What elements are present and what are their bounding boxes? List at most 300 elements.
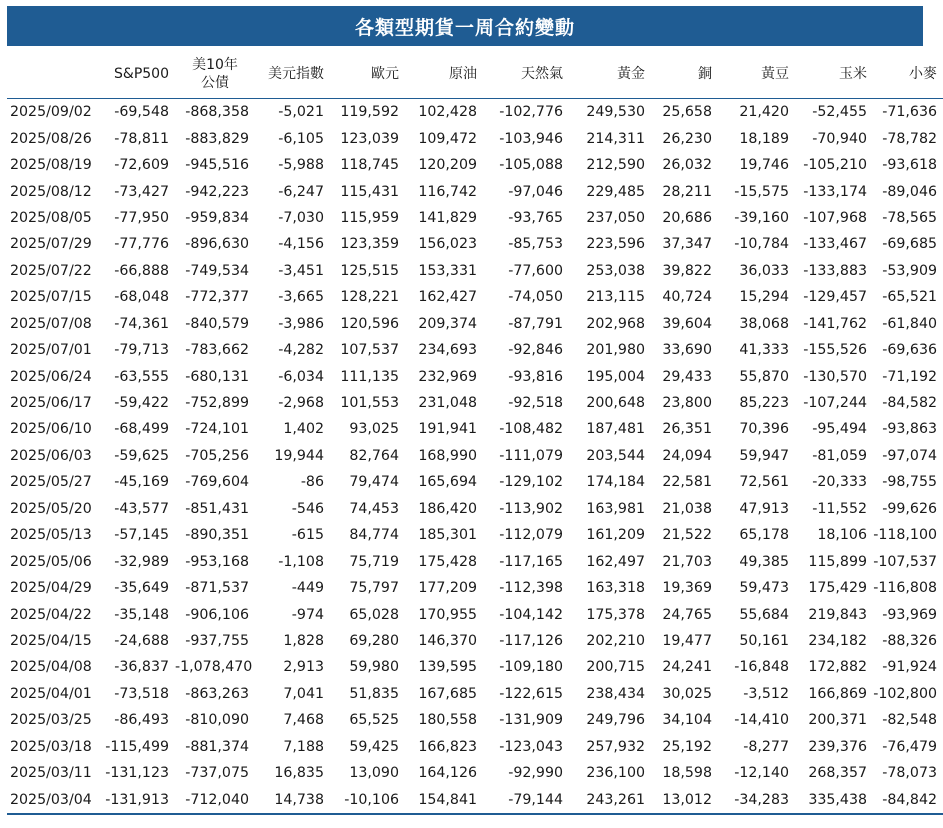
table-cell: 7,041 <box>283 685 324 702</box>
table-cell: 186,420 <box>418 500 477 517</box>
table-cell: -102,776 <box>499 104 563 121</box>
table-cell: 25,658 <box>662 104 712 121</box>
table-cell: -5,988 <box>278 157 324 174</box>
table-cell: 109,472 <box>418 130 477 147</box>
table-title: 各類型期貨一周合約變動 <box>7 6 923 46</box>
table-cell: -945,516 <box>185 157 249 174</box>
table-cell: -78,782 <box>882 130 937 147</box>
column-header: 天然氣 <box>483 50 569 99</box>
table-cell: -129,457 <box>803 289 867 306</box>
table-cell: -68,499 <box>114 421 169 438</box>
table-cell: -123,043 <box>499 738 563 755</box>
table-cell: 111,135 <box>340 368 399 385</box>
table-cell: 19,944 <box>274 447 324 464</box>
table-cell: 163,318 <box>586 580 645 597</box>
table-cell: 172,882 <box>808 659 867 676</box>
table-cell: -52,455 <box>812 104 867 121</box>
table-cell: 30,025 <box>662 685 712 702</box>
row-date: 2025/04/15 <box>10 632 92 649</box>
table-cell: 25,192 <box>662 738 712 755</box>
row-date: 2025/09/02 <box>10 104 92 121</box>
table-cell: 75,719 <box>349 553 399 570</box>
table-cell: -86,493 <box>114 712 169 729</box>
table-cell: 24,765 <box>662 606 712 623</box>
table-cell: -122,615 <box>499 685 563 702</box>
table-cell: -65,521 <box>882 289 937 306</box>
table-cell: 23,800 <box>662 395 712 412</box>
table-cell: -88,326 <box>882 632 937 649</box>
table-cell: -59,625 <box>114 447 169 464</box>
table-cell: 175,378 <box>586 606 645 623</box>
table-row <box>7 760 943 786</box>
table-cell: 55,684 <box>739 606 789 623</box>
table-row <box>7 390 943 416</box>
row-date: 2025/04/08 <box>10 659 92 676</box>
table-cell: -93,618 <box>882 157 937 174</box>
row-date: 2025/08/05 <box>10 209 92 226</box>
table-cell: 203,544 <box>586 447 645 464</box>
table-cell: -890,351 <box>185 527 249 544</box>
table-cell: 166,869 <box>808 685 867 702</box>
table-cell: 59,425 <box>349 738 399 755</box>
table-cell: -63,555 <box>114 368 169 385</box>
table-cell: -78,565 <box>882 209 937 226</box>
table-cell: 26,230 <box>662 130 712 147</box>
table-cell: -77,950 <box>114 209 169 226</box>
table-cell: 238,434 <box>586 685 645 702</box>
table-row <box>7 178 943 204</box>
table-cell: 84,774 <box>349 527 399 544</box>
table-cell: -133,883 <box>803 262 867 279</box>
table-cell: 34,104 <box>662 712 712 729</box>
table-cell: 51,835 <box>349 685 399 702</box>
table-cell: -59,422 <box>114 395 169 412</box>
table-cell: -103,946 <box>499 130 563 147</box>
table-cell: -7,030 <box>278 209 324 226</box>
table-cell: 82,764 <box>349 447 399 464</box>
table-cell: -66,888 <box>114 262 169 279</box>
table-cell: -11,552 <box>812 500 867 517</box>
table-cell: -115,499 <box>105 738 169 755</box>
table-cell: 234,182 <box>808 632 867 649</box>
table-cell: 47,913 <box>739 500 789 517</box>
table-cell: 168,990 <box>418 447 477 464</box>
table-cell: -953,168 <box>185 553 249 570</box>
table-cell: 69,280 <box>349 632 399 649</box>
table-cell: 257,932 <box>586 738 645 755</box>
table-cell: -133,467 <box>803 236 867 253</box>
table-row <box>7 125 943 151</box>
table-cell: -78,811 <box>114 130 169 147</box>
table-cell: -104,142 <box>499 606 563 623</box>
row-date: 2025/08/26 <box>10 130 92 147</box>
table-cell: 219,843 <box>808 606 867 623</box>
futures-contract-table <box>7 50 943 815</box>
column-header: 玉米 <box>795 50 873 99</box>
table-cell: -3,986 <box>278 315 324 332</box>
table-cell: -130,570 <box>803 368 867 385</box>
table-cell: -14,410 <box>734 712 789 729</box>
table-cell: 166,823 <box>418 738 477 755</box>
table-cell: -111,079 <box>499 447 563 464</box>
table-cell: -155,526 <box>803 342 867 359</box>
table-cell: -109,180 <box>499 659 563 676</box>
table-cell: 59,980 <box>349 659 399 676</box>
header-row <box>7 50 943 99</box>
table-cell: 70,396 <box>739 421 789 438</box>
table-cell: -117,126 <box>499 632 563 649</box>
table-cell: -141,762 <box>803 315 867 332</box>
table-cell: -107,537 <box>873 553 937 570</box>
table-row <box>7 548 943 574</box>
table-cell: -113,902 <box>499 500 563 517</box>
table-cell: 107,537 <box>340 342 399 359</box>
table-cell: -906,106 <box>185 606 249 623</box>
table-cell: -68,048 <box>114 289 169 306</box>
table-cell: 167,685 <box>418 685 477 702</box>
row-date: 2025/07/29 <box>10 236 92 253</box>
table-row <box>7 416 943 442</box>
table-cell: 187,481 <box>586 421 645 438</box>
table-cell: 120,596 <box>340 315 399 332</box>
table-cell: -93,765 <box>508 209 563 226</box>
table-cell: -129,102 <box>499 474 563 491</box>
table-cell: 65,178 <box>739 527 789 544</box>
table-cell: -73,427 <box>114 183 169 200</box>
table-cell: 29,433 <box>662 368 712 385</box>
table-cell: 125,515 <box>340 262 399 279</box>
table-cell: 180,558 <box>418 712 477 729</box>
table-cell: 191,941 <box>418 421 477 438</box>
table-cell: -45,169 <box>114 474 169 491</box>
table-cell: -85,753 <box>508 236 563 253</box>
table-cell: 115,899 <box>808 553 867 570</box>
table-cell: -93,863 <box>882 421 937 438</box>
row-date: 2025/03/04 <box>7 786 100 813</box>
table-cell: -69,548 <box>114 104 169 121</box>
table-cell: -77,600 <box>508 262 563 279</box>
table-cell: -4,156 <box>278 236 324 253</box>
table-cell: -1,108 <box>278 553 324 570</box>
table-cell: -92,990 <box>508 765 563 782</box>
table-cell: -116,808 <box>873 580 937 597</box>
table-cell: 249,796 <box>586 712 645 729</box>
table-cell: 102,428 <box>418 104 477 121</box>
table-cell: -91,924 <box>882 659 937 676</box>
table-cell: -10,106 <box>330 786 405 813</box>
table-cell: 162,497 <box>586 553 645 570</box>
table-cell: -76,479 <box>882 738 937 755</box>
table-cell: 85,223 <box>739 395 789 412</box>
table-cell: 39,604 <box>662 315 712 332</box>
table-cell: 202,210 <box>586 632 645 649</box>
table-row <box>7 99 943 126</box>
table-cell: 214,311 <box>586 130 645 147</box>
table-cell: 21,420 <box>739 104 789 121</box>
table-cell: -57,145 <box>114 527 169 544</box>
table-cell: 19,369 <box>662 580 712 597</box>
table-cell: 16,835 <box>274 765 324 782</box>
table-cell: 161,209 <box>586 527 645 544</box>
table-cell: 101,553 <box>340 395 399 412</box>
table-cell: -70,940 <box>812 130 867 147</box>
table-cell: 26,351 <box>662 421 712 438</box>
table-cell: -131,123 <box>105 765 169 782</box>
table-cell: -35,649 <box>114 580 169 597</box>
table-cell: -6,247 <box>278 183 324 200</box>
table-cell: 175,428 <box>418 553 477 570</box>
table-cell: -77,776 <box>114 236 169 253</box>
table-cell: -20,333 <box>812 474 867 491</box>
table-cell: 153,331 <box>418 262 477 279</box>
row-date: 2025/08/12 <box>10 183 92 200</box>
row-date: 2025/07/01 <box>10 342 92 359</box>
table-cell: 202,968 <box>586 315 645 332</box>
row-date: 2025/06/24 <box>10 368 92 385</box>
table-cell: 231,048 <box>418 395 477 412</box>
table-cell: -105,210 <box>803 157 867 174</box>
table-cell: 13,090 <box>349 765 399 782</box>
column-header: 美元指數 <box>255 50 330 99</box>
table-cell: 7,188 <box>283 738 324 755</box>
table-cell: -93,816 <box>508 368 563 385</box>
column-header: S&P500 <box>100 50 175 99</box>
table-cell: 236,100 <box>586 765 645 782</box>
table-cell: -705,256 <box>185 447 249 464</box>
table-cell: 185,301 <box>418 527 477 544</box>
column-header: 小麥 <box>873 50 943 99</box>
column-header: 黃豆 <box>718 50 795 99</box>
table-cell: 201,980 <box>586 342 645 359</box>
table-cell: 249,530 <box>586 104 645 121</box>
table-cell: -5,021 <box>278 104 324 121</box>
row-date: 2025/05/20 <box>10 500 92 517</box>
table-cell: 26,032 <box>662 157 712 174</box>
table-cell: -10,784 <box>734 236 789 253</box>
table-cell: 21,038 <box>662 500 712 517</box>
table-cell: 163,981 <box>586 500 645 517</box>
table-row <box>7 284 943 310</box>
table-cell: 164,126 <box>418 765 477 782</box>
table-cell: 14,738 <box>255 786 330 813</box>
table-cell: 237,050 <box>586 209 645 226</box>
table-cell: -43,577 <box>114 500 169 517</box>
table-cell: 123,359 <box>340 236 399 253</box>
table-cell: 7,468 <box>283 712 324 729</box>
table-cell: 79,474 <box>349 474 399 491</box>
table-cell: -449 <box>291 580 324 597</box>
table-cell: 156,023 <box>418 236 477 253</box>
table-cell: -896,630 <box>185 236 249 253</box>
table-cell: -546 <box>291 500 324 517</box>
table-row <box>7 363 943 389</box>
row-date: 2025/07/08 <box>10 315 92 332</box>
table-cell: -871,537 <box>185 580 249 597</box>
table-cell: 120,209 <box>418 157 477 174</box>
table-cell: 212,590 <box>586 157 645 174</box>
table-cell: 36,033 <box>739 262 789 279</box>
table-cell: -680,131 <box>185 368 249 385</box>
table-cell: -4,282 <box>278 342 324 359</box>
table-cell: 20,686 <box>662 209 712 226</box>
table-cell: -24,688 <box>114 632 169 649</box>
table-cell: 72,561 <box>739 474 789 491</box>
table-cell: -81,059 <box>812 447 867 464</box>
row-date: 2025/06/10 <box>10 421 92 438</box>
table-cell: -868,358 <box>185 104 249 121</box>
table-cell: -84,582 <box>882 395 937 412</box>
table-cell: 74,453 <box>349 500 399 517</box>
table-cell: 119,592 <box>340 104 399 121</box>
table-cell: -105,088 <box>499 157 563 174</box>
table-cell: -851,431 <box>185 500 249 517</box>
table-cell: 239,376 <box>808 738 867 755</box>
table-cell: -863,263 <box>185 685 249 702</box>
table-cell: 13,012 <box>651 786 718 813</box>
row-date: 2025/03/18 <box>10 738 92 755</box>
table-cell: -32,989 <box>114 553 169 570</box>
table-row <box>7 152 943 178</box>
table-cell: 22,581 <box>662 474 712 491</box>
row-date: 2025/05/27 <box>10 474 92 491</box>
table-cell: -3,451 <box>278 262 324 279</box>
table-cell: -783,662 <box>185 342 249 359</box>
table-cell: 21,703 <box>662 553 712 570</box>
table-cell: 59,947 <box>739 447 789 464</box>
table-cell: -3,665 <box>278 289 324 306</box>
table-cell: -769,604 <box>185 474 249 491</box>
table-cell: 139,595 <box>418 659 477 676</box>
table-cell: 93,025 <box>349 421 399 438</box>
table-cell: -74,361 <box>114 315 169 332</box>
row-date: 2025/03/25 <box>10 712 92 729</box>
table-cell: 268,357 <box>808 765 867 782</box>
table-cell: 1,402 <box>283 421 324 438</box>
table-cell: -615 <box>291 527 324 544</box>
table-cell: 15,294 <box>739 289 789 306</box>
table-cell: -71,636 <box>882 104 937 121</box>
table-cell: 175,429 <box>808 580 867 597</box>
table-cell: 116,742 <box>418 183 477 200</box>
table-cell: 146,370 <box>418 632 477 649</box>
table-cell: 223,596 <box>586 236 645 253</box>
table-cell: -937,755 <box>185 632 249 649</box>
table-cell: -712,040 <box>175 786 255 813</box>
table-cell: 195,004 <box>586 368 645 385</box>
table-cell: 335,438 <box>795 786 873 813</box>
row-date: 2025/04/01 <box>10 685 92 702</box>
table-cell: 154,841 <box>405 786 483 813</box>
table-row <box>7 443 943 469</box>
table-cell: -82,548 <box>882 712 937 729</box>
table-cell: 49,385 <box>739 553 789 570</box>
table-cell: 229,485 <box>586 183 645 200</box>
table-cell: 115,959 <box>340 209 399 226</box>
table-cell: 75,797 <box>349 580 399 597</box>
table-cell: 18,106 <box>817 527 867 544</box>
row-date: 2025/05/13 <box>10 527 92 544</box>
table-cell: -92,518 <box>508 395 563 412</box>
table-cell: 177,209 <box>418 580 477 597</box>
table-cell: -78,073 <box>882 765 937 782</box>
table-cell: -737,075 <box>185 765 249 782</box>
table-cell: 21,522 <box>662 527 712 544</box>
table-cell: -112,079 <box>499 527 563 544</box>
table-cell: -69,636 <box>882 342 937 359</box>
table-cell: 200,371 <box>808 712 867 729</box>
table-cell: -36,837 <box>114 659 169 676</box>
table-cell: 18,598 <box>662 765 712 782</box>
table-cell: 18,189 <box>739 130 789 147</box>
table-cell: 19,477 <box>662 632 712 649</box>
table-row <box>7 654 943 680</box>
table-cell: 65,028 <box>349 606 399 623</box>
table-cell: 243,261 <box>569 786 651 813</box>
table-cell: 141,829 <box>418 209 477 226</box>
table-cell: -2,968 <box>278 395 324 412</box>
table-cell: -772,377 <box>185 289 249 306</box>
table-cell: 123,039 <box>340 130 399 147</box>
table-row <box>7 496 943 522</box>
column-header: 銅 <box>651 50 718 99</box>
table-cell: -752,899 <box>185 395 249 412</box>
table-cell: -87,791 <box>508 315 563 332</box>
table-cell: 59,473 <box>739 580 789 597</box>
table-cell: -6,034 <box>278 368 324 385</box>
table-cell: 115,431 <box>340 183 399 200</box>
table-cell: -39,160 <box>734 209 789 226</box>
table-cell: -61,840 <box>882 315 937 332</box>
table-cell: 128,221 <box>340 289 399 306</box>
table-cell: -107,244 <box>803 395 867 412</box>
table-cell: -97,046 <box>508 183 563 200</box>
table-cell: 1,828 <box>283 632 324 649</box>
table-cell: -98,755 <box>882 474 937 491</box>
table-cell: -118,100 <box>873 527 937 544</box>
table-cell: 234,693 <box>418 342 477 359</box>
table-row <box>7 258 943 284</box>
table-cell: -74,050 <box>508 289 563 306</box>
table-cell: -810,090 <box>185 712 249 729</box>
table-cell: -107,968 <box>803 209 867 226</box>
table-cell: -89,046 <box>882 183 937 200</box>
table-cell: -131,909 <box>499 712 563 729</box>
table-cell: 55,870 <box>739 368 789 385</box>
table-cell: -69,685 <box>882 236 937 253</box>
table-cell: -749,534 <box>185 262 249 279</box>
table-cell: 65,525 <box>349 712 399 729</box>
table-row <box>7 601 943 627</box>
table-cell: 40,724 <box>662 289 712 306</box>
table-row <box>7 337 943 363</box>
table-cell: -79,713 <box>114 342 169 359</box>
column-header: 原油 <box>405 50 483 99</box>
row-date: 2025/03/11 <box>10 765 92 782</box>
table-cell: 232,969 <box>418 368 477 385</box>
table-cell: -92,846 <box>508 342 563 359</box>
table-cell: -112,398 <box>499 580 563 597</box>
table-row <box>7 575 943 601</box>
table-cell: -959,834 <box>185 209 249 226</box>
table-cell: -8,277 <box>743 738 789 755</box>
table-cell: 2,913 <box>283 659 324 676</box>
table-cell: -3,512 <box>743 685 789 702</box>
table-cell: 38,068 <box>739 315 789 332</box>
table-cell: -84,842 <box>873 786 943 813</box>
row-date: 2025/04/29 <box>10 580 92 597</box>
header-date <box>7 50 100 99</box>
table-cell: -881,374 <box>185 738 249 755</box>
